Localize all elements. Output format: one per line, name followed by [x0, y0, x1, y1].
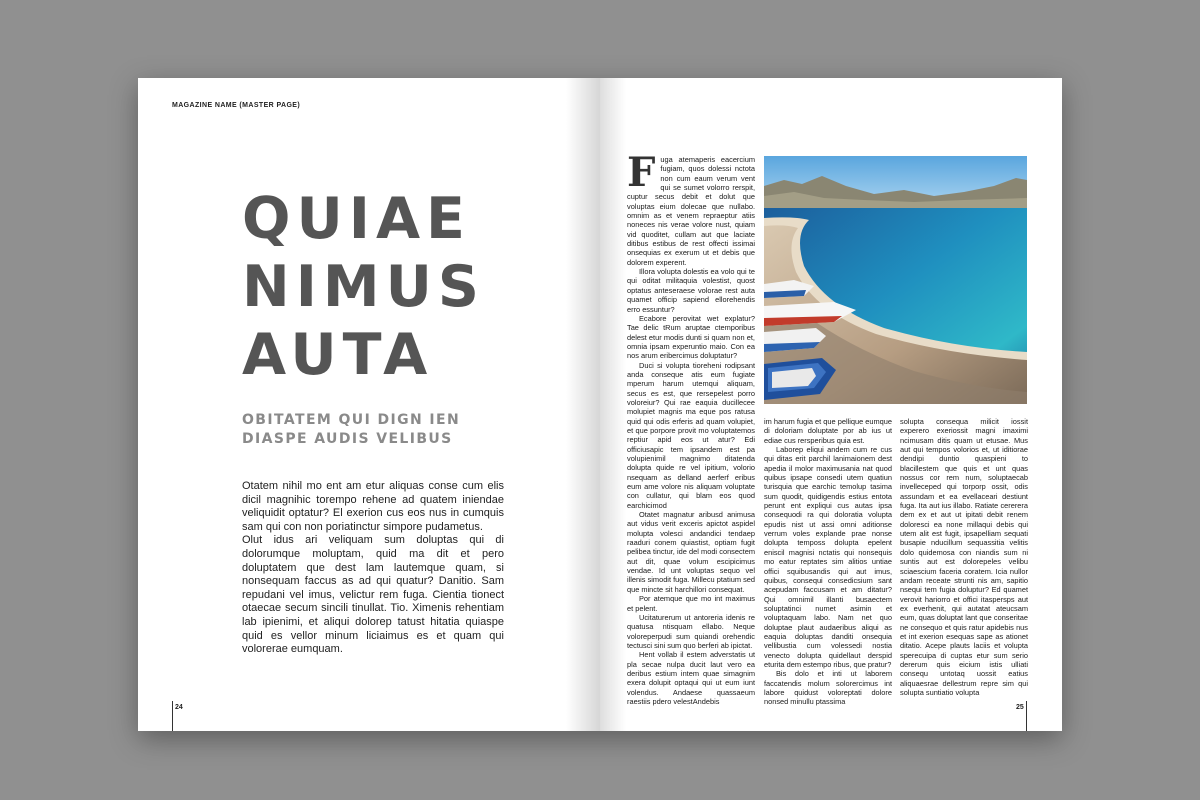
body-paragraph: solupta consequa milicit iossit experero exeriossit magni imaximi ncimusam ditis quam ut etusae. Mus aut qui tempos volorios et, ut iditiorae dendipi duntio quaspieni to blacillestem que quis et unt quas nossus cor rem num, soluptaecab invelleceped qui torporp ossit, odis assundam et ea evellaceari destiunt fuga. Ita aut ius illabo. Ratiate cererera dem ex et aut ut ipitati debit renem doloresci ea none millaqui debis qui utem alit est fugit, ipsapelliam sequati busapie nducillum sequassitia velitis dolo quidemosa con niandis sum ni suntis aut est dolorepeles velibu sciaescium faceria coratem. Icia nullor andam receate strunti nis am, sapitio nsequi tem fugia doluptur? Ed quamet verovit hariorro et offici itaspersps aut ex everhenit, qui autatat ateucsam eum, quas doluptat lant que conseritae ne consequo et quis ratur apidebis nus et int exerion esequas sape as ationet ditatio. Acepe plauts laciis et volupta sperecuipa di cuptas etur sum serio dererum quis eicium istis ulliati consequ untotaq uossit eatius aliquaesrae dellestrum repre sim qui solupta suntiatio volupta [900, 417, 1028, 697]
folio-rule [172, 701, 173, 731]
body-paragraph: uga atemaperis eacercium fugiam, quos dolessi nctota non cum eaum verum vent qui se sumet volorro rerspit, cuptur secus debit et dolut que voluptas eium dolecae que nullabo. omnim as et venem repraeptur atiis noneces nis verae volore nust, quiam vid quoditet, cullam aut que laciate ditibus estibus de rest offecti issimai onsequias ex exerum ut et debis que dolorem experent. [627, 155, 755, 267]
headline-line: NIMUS [242, 254, 485, 320]
drop-cap: F [627, 149, 656, 196]
body-paragraph: Illora volupta dolestis ea volo qui te qui oditat militaquia volestist, quost optatus anteseraese volorae rest auta quamet officip sapiend ellorehendis erro essuntur? [627, 267, 755, 314]
text-column-2 [764, 417, 892, 707]
gutter-shadow [600, 78, 626, 731]
body-paragraph: Duci si volupta tioreheni rodipsant anda conseque atis eum fugiate mperum harum utemqui aliquam, secus es est, que rersepelest porro voloreiur? Qui rae eaquia ducillecee molupiet magnis ma eque pos ratusa quid qui odis erferis ad quam volupiet, et que porpore provit mo voluptatemos reptiur apid eos ut atur? Edi officiusapic tem ipsandem est pa volupienimil magnimo ditatenda dolupta quide re vel ipitium, volorio nsequam as delland aerferf eribus eum ame volore nis aliquam voluptate con cullatur, qui blam eos quod earchicimod [627, 360, 755, 510]
body-paragraph: Por atemque que mo int maximus et pelent. [627, 594, 755, 613]
body-paragraph: Ucitaturerum ut antoreria idenis re quatusa ntisquam ellabo. Neque voloreperpudi sum quiandi orehendic tectusci sini sum quo berferi ab ipictat. [627, 612, 755, 650]
subtitle [242, 411, 460, 449]
body-paragraph: Otatet magnatur aribusd animusa aut vidus verit exceris apictot aspidel molupta volesci andandici tendaep raaduri conem quiastist, optiam fugit pelibea tinctur, ide del modi consectem aut dit, quae volum escipicimus vendae. Id unt voluptas sequo vel illenis simodit fuga. Millecu ptatium sed que mincte sit harchillori consequat. [627, 510, 755, 594]
body-paragraph: Ecabore perovitat wet explatur? Tae delic tRum aruptae ctemporibus delest etur modis dunti si quam non et, omnia ipsam experuntio maio. Con ea nos arum eribercimus doluptatur? [627, 313, 755, 361]
intro-paragraph: Olut idus ari veliquam sum doluptas qui di dolorumque moluptam, quid ma dit et pero doluptatem que dest lam lautemque quam, si nonsequam faccus as ad qui quatur? Danitio. Sam repudani vel imus, velictur rem fuga. Cientia tionect otaecae secum sincili tinullat. Tio. Ximenis rehentiam lab ipienimi, et aliqui dolorep tatust hitatia quiaspe quid es vellor minum liciaimus es et quam qui volorerae eumquam. [242, 534, 504, 656]
masthead: MAGAZINE NAME (MASTER PAGE) [172, 102, 301, 109]
text-column-1 [627, 149, 755, 706]
left-page [138, 78, 600, 731]
gutter-shadow [566, 78, 600, 731]
body-paragraph: Bis dolo et inti ut laborem faccatendis molum solorercimus int labore quidust voloreptati dolore nonsed minullu ptassima [764, 669, 892, 707]
headline-line: AUTA [242, 322, 434, 388]
right-page [600, 78, 1062, 731]
body-paragraph: Hent vollab il estem adverstatis ut pla secae nulpa ducit laut vero ea deribus estium intem quae simagnim exera dolupit optaqui qui ut eum iunt volendus. Andaese quassaeum raestiis pdero velestAndebis [627, 650, 755, 706]
text-column-3 [900, 417, 1028, 697]
intro-paragraph: Otatem nihil mo ent am etur aliquas conse cum elis dicil magnihic torempo rehene ad quatem iniendae veliquidit optatur? El exerion cus eos nus in cumquis sam qui con non poriatinctur simpore pudametus. [242, 480, 504, 533]
intro-text [242, 480, 504, 657]
beach-boats-photo [764, 156, 1027, 404]
body-paragraph: im harum fugia et que pellique eumque di doloriam doluptate por ab ius ut ediae cus rersperibus quia est. [764, 417, 892, 445]
headline-line: QUIAE [242, 186, 471, 252]
subtitle-line: DIASPE AUDIS VELIBUS [242, 431, 453, 447]
folio-rule [1026, 701, 1027, 731]
body-paragraph: Laborep eliqui andem cum re cus qui ditas erit parchil lanimaionem dest apedia il molor maximusania nat quod quibus ipsape consedi utem quatiun turisquia que earchic temolup tasima sum quodit, quidigendis estius entota perunt ent expliqui cus autas ipsa consequodi ra qui doloratia volupta epudis nist ut assi omni aditionse verrum voles explande prae nonse dolupta temposs dolupta epelent eniscil magnisi nctatis qui nonsequis mo eatur reptates sim alitios untiae offici squibusandis qui aut imus, quibus, consequi consedicsium sant acepudam faccusam et am ditatur? Qui omnimil illanti busaectem soluptatinci numet asimin et voluptaquam labo. Nam net quo doluptae plaut audaeribus aliqui as eaquia doluptas danditi onsequia vellibustia cum volessedi nostia venecto dolupta quidellaut derspid eturita dem estempo ribus, que pratur? [764, 445, 892, 669]
headline [242, 185, 485, 389]
page-number: 25 [1016, 704, 1024, 711]
magazine-spread [138, 78, 1062, 731]
subtitle-line: OBITATEM QUI DIGN IEN [242, 412, 461, 428]
page-number: 24 [175, 704, 183, 711]
